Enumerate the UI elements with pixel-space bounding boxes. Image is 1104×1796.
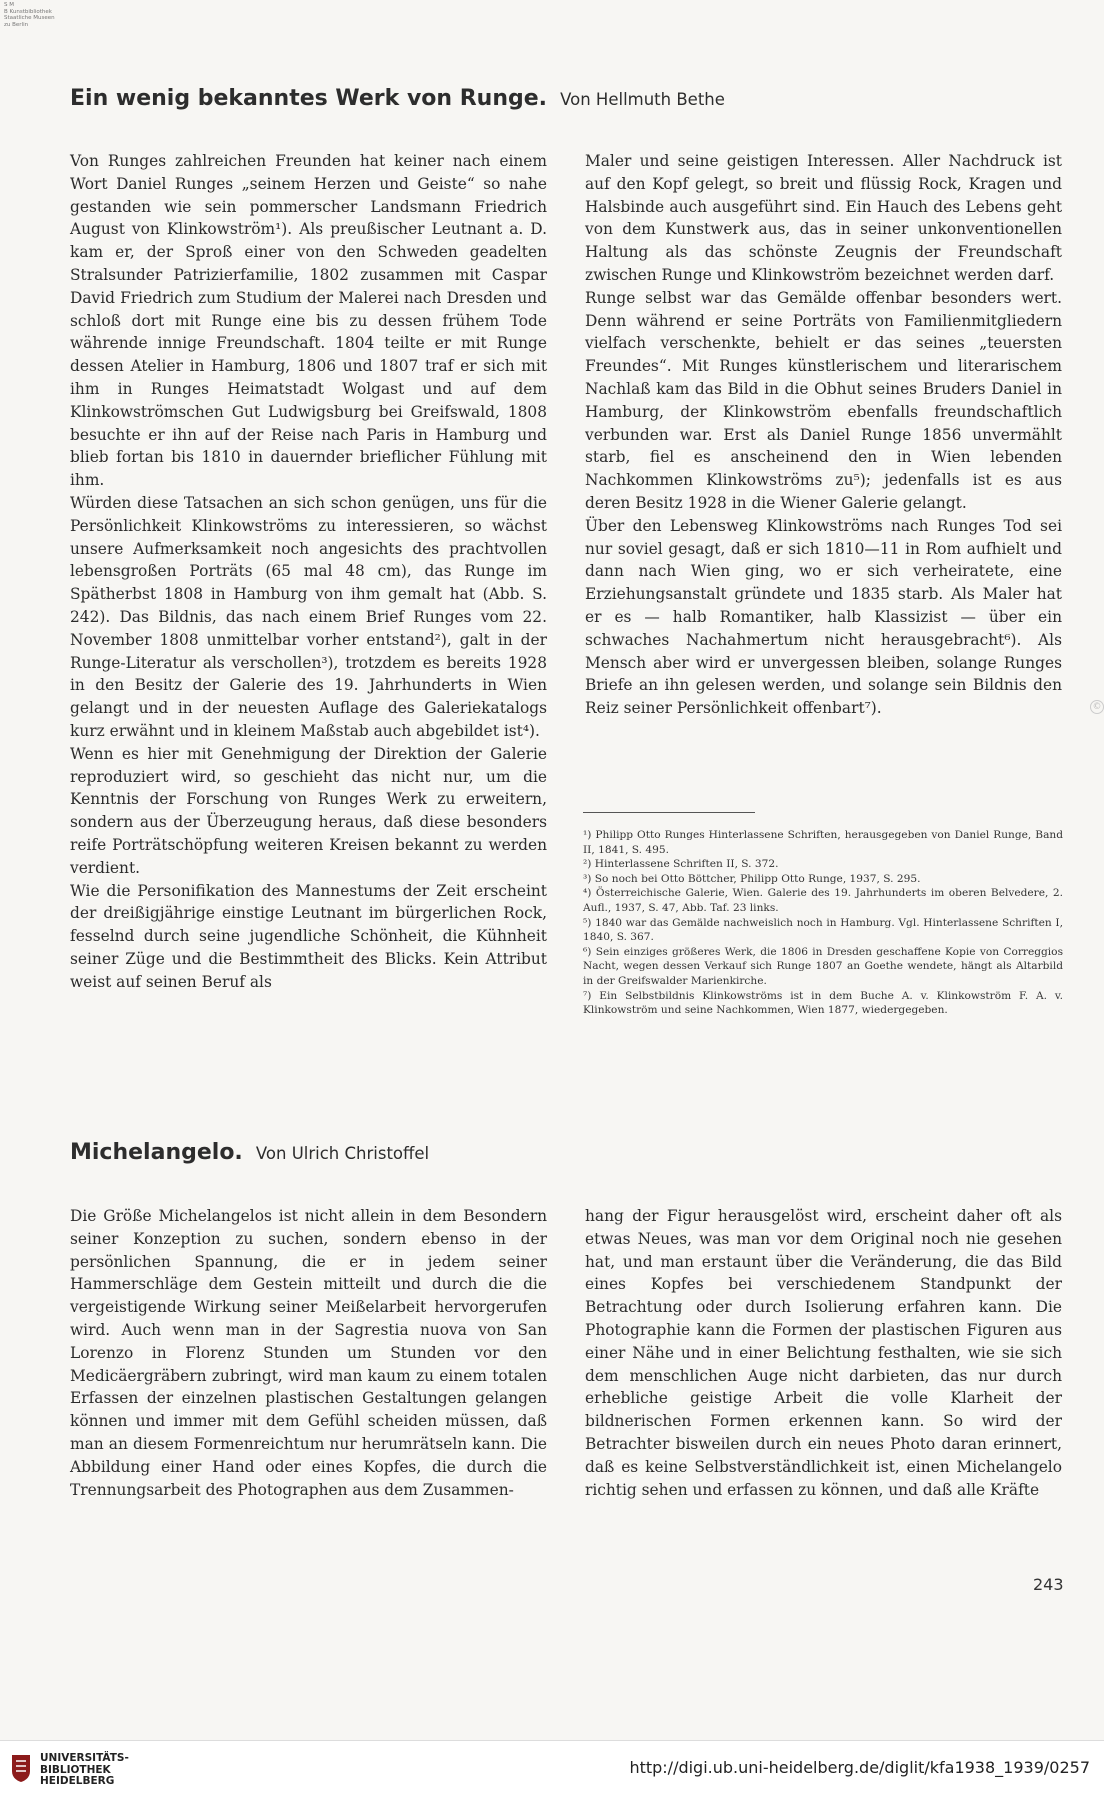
paragraph: Wenn es hier mit Genehmigung der Direktion der Galerie reproduziert wird, so geschieht das nicht nur, um die Kenntnis der Forschung von Runges Werk zu erweitern, sondern aus der Überzeugung heraus, daß diese besonders reife Porträtschöpfung weiteren Kreisen bekannt zu werden verdient.: [70, 744, 547, 877]
footnote: ⁷) Ein Selbstbildnis Klinkowströms ist in dem Buche A. v. Klinkowström F. A. v. Klinkowström und seine Nachkommen, Wien 1877, wiedergegeben.: [583, 989, 1063, 1017]
stamp-line: zu Berlin: [4, 21, 29, 28]
logo-line: UNIVERSITÄTS-: [40, 1752, 129, 1764]
article1-title: Ein wenig bekanntes Werk von Runge.: [70, 86, 548, 111]
logo-line: HEIDELBERG: [40, 1775, 115, 1787]
footnote: ⁴) Österreichische Galerie, Wien. Galerie des 19. Jahrhunderts im oberen Belvedere, 2. Aufl., 1937, S. 47, Abb. Taf. 23 links.: [583, 887, 1063, 914]
article2-right-column: [585, 1205, 1062, 1501]
stamp-line: B Kunstbibliothek: [4, 8, 52, 15]
footnote: ⁶) Sein einziges größeres Werk, die 1806 in Dresden geschaffene Kopie von Correggios Nacht, wegen dessen Verkauf sich Runge 1807 an Goethe wendete, hängt als Altarbild in der Greifswalder Marienkirche.: [583, 945, 1063, 987]
edge-mark-icon: ©: [1090, 700, 1104, 714]
paragraph: Von Runges zahlreichen Freunden hat keiner nach einem Wort Daniel Runges „seinem Herzen und Geiste“ so nahe gestanden wie sein pommerscher Landsmann Friedrich August von Klinkowström¹). Als preußischer Leutnant a. D. kam er, der Sproß einer von den Schweden geadelten Stralsunder Patrizierfamilie, 1802 zusammen mit Caspar David Friedrich zum Studium der Malerei nach Dresden und schloß dort mit Runge eine bis zu dessen frühem Tode währende innige Freundschaft. 1804 teilte er mit Runge dessen Atelier in Hamburg, 1806 und 1807 traf er sich mit ihm in Runges Heimatstadt Wolgast und auf dem Klinkowströmschen Gut Ludwigsburg bei Greifswald, 1808 besuchte er ihn auf der Reise nach Paris in Hamburg und blieb fortan bis 1810 in dauernder brieflicher Fühlung mit ihm.: [70, 152, 547, 490]
university-seal-icon: [10, 1753, 32, 1783]
footnote-rule: [583, 812, 755, 813]
article1-author: Von Hellmuth Bethe: [560, 90, 725, 109]
article2-author: Von Ulrich Christoffel: [255, 1144, 430, 1163]
source-url-link[interactable]: http://digi.ub.uni-heidelberg.de/diglit/kfa1938_1939/0257: [629, 1758, 1090, 1777]
paragraph: Über den Lebensweg Klinkowströms nach Runges Tod sei nur soviel gesagt, daß er sich 1810—11 in Rom aufhielt und dann nach Wien ging, wo er sich verheiratete, eine Erziehungsanstalt gründete und 1835 starb. Als Maler hat er es — halb Romantiker, halb Klassizist — über ein schwaches Nachahmertum nicht herausgebracht⁶). Als Mensch aber wird er unvergessen bleiben, solange Runges Briefe an ihn gelesen werden, und solange sein Bildnis den Reiz seiner Persönlichkeit offenbart⁷).: [585, 516, 1062, 718]
paragraph: Wie die Personifikation des Mannestums der Zeit erscheint der dreißigjährige einstige Leutnant im bürgerlichen Rock, fesselnd durch seine jugendliche Schönheit, die Kühnheit seiner Züge und die Bestimmtheit des Blicks. Kein Attribut weist auf seinen Beruf als: [70, 881, 547, 991]
article2-left-column: [70, 1205, 547, 1501]
footnote: ³) So noch bei Otto Böttcher, Philipp Otto Runge, 1937, S. 295.: [583, 872, 921, 885]
article2-heading: [70, 1140, 429, 1165]
paragraph: hang der Figur herausgelöst wird, erscheint daher oft als etwas Neues, was man vor dem Original noch nie gesehen hat, und man erstaunt über die Veränderung, die das Bild eines Kopfes bei verschiedenem Standpunkt der Betrachtung oder durch Isolierung erfahren kann. Die Photographie kann die Formen der plastischen Figuren aus einer Nähe und in einer Belichtung festhalten, wie sie sich dem menschlichen Auge nicht darbieten, das nur durch erhebliche geistige Arbeit die volle Klarheit der bildnerischen Formen erkennen kann. So wird der Betrachter bisweilen durch ein neues Photo daran erinnert, daß es keine Selbstverständlichkeit ist, einen Michelangelo richtig sehen und erfassen zu können, und daß alle Kräfte: [585, 1207, 1062, 1499]
stamp-line: S M: [4, 2, 14, 8]
logo-line: BIBLIOTHEK: [40, 1763, 111, 1776]
footer-bar: [0, 1740, 1104, 1796]
paragraph: Die Größe Michelangelos ist nicht allein in dem Besondern seiner Konzeption zu suchen, sondern ebenso in der persönlichen Spannung, die er in jedem seiner Hammerschläge dem Gestein mitteilt und durch die die vergeistigende Wirkung seiner Meißelarbeit hervorgerufen wird. Auch wenn man in der Sagrestia nuova von San Lorenzo in Florenz Stunden um Stunden vor den Medicäergräbern zubringt, wird man kaum zu einem totalen Erfassen der einzelnen plastischen Gestaltungen gelangen können und immer mit dem Gefühl scheiden müssen, daß man an diesem Formenreichtum nur herumrätseln kann. Die Abbildung einer Hand oder eines Kopfes, die durch die Trennungsarbeit des Photographen aus dem Zusammen-: [70, 1207, 547, 1499]
page-number: 243: [1033, 1575, 1064, 1594]
stamp-line: Staatliche Museen: [4, 15, 55, 21]
library-logo-text: [40, 1753, 129, 1788]
paragraph: Runge selbst war das Gemälde offenbar besonders wert. Denn während er seine Porträts von Familienmitgliedern vielfach verschenkte, behielt er das seines „teuersten Freundes“. Mit Runges künstlerischem und literarischem Nachlaß kam das Bild in die Obhut seines Bruders Daniel in Hamburg, der Klinkowström ebenfalls freundschaftlich verbunden war. Erst als Daniel Runge 1856 unvermählt starb, fiel es anscheinend den in Wien lebenden Nachkommen Klinkowströms zu⁵); jedenfalls ist es aus deren Besitz 1928 in die Wiener Galerie gelangt.: [585, 288, 1062, 512]
footnote: ⁵) 1840 war das Gemälde nachweislich noch in Hamburg. Vgl. Hinterlassene Schriften I, 1840, S. 367.: [583, 916, 1063, 944]
article2-title: Michelangelo.: [70, 1140, 243, 1165]
library-stamp: [4, 2, 55, 28]
footnote: ²) Hinterlassene Schriften II, S. 372.: [583, 858, 779, 871]
paragraph: Maler und seine geistigen Interessen. Aller Nachdruck ist auf den Kopf gelegt, so breit und flüssig Rock, Kragen und Halsbinde auch ausgeführt sind. Ein Hauch des Lebens geht von dem Kunstwerk aus, das in seiner unkonventionellen Haltung als das schönste Zeugnis der Freundschaft zwischen Runge und Klinkowström bezeichnet werden darf.: [585, 152, 1062, 284]
paragraph: Würden diese Tatsachen an sich schon genügen, uns für die Persönlichkeit Klinkowströms zu interessieren, so wächst unsere Aufmerksamkeit noch angesichts des prachtvollen lebensgroßen Porträts (65 mal 48 cm), das Runge im Spätherbst 1808 in Hamburg von ihm gemalt hat (Abb. S. 242). Das Bildnis, das nach einem Brief Runges vom 22. November 1808 unmittelbar vorher entstand²), galt in der Runge-Literatur als verschollen³), trotzdem es bereits 1928 in den Besitz der Galerie des 19. Jahrhunderts in Wien gelangt und in der neuesten Auflage des Galeriekatalogs kurz erwähnt und in kleinem Maßstab auch abgebildet ist⁴).: [70, 493, 547, 740]
footnotes: [583, 828, 1063, 1018]
footnote: ¹) Philipp Otto Runges Hinterlassene Schriften, herausgegeben von Daniel Runge, Band II, 1841, S. 495.: [583, 829, 1063, 856]
article1-left-column: [70, 150, 547, 993]
article1-heading: [70, 86, 725, 111]
article1-right-column: [585, 150, 1062, 720]
